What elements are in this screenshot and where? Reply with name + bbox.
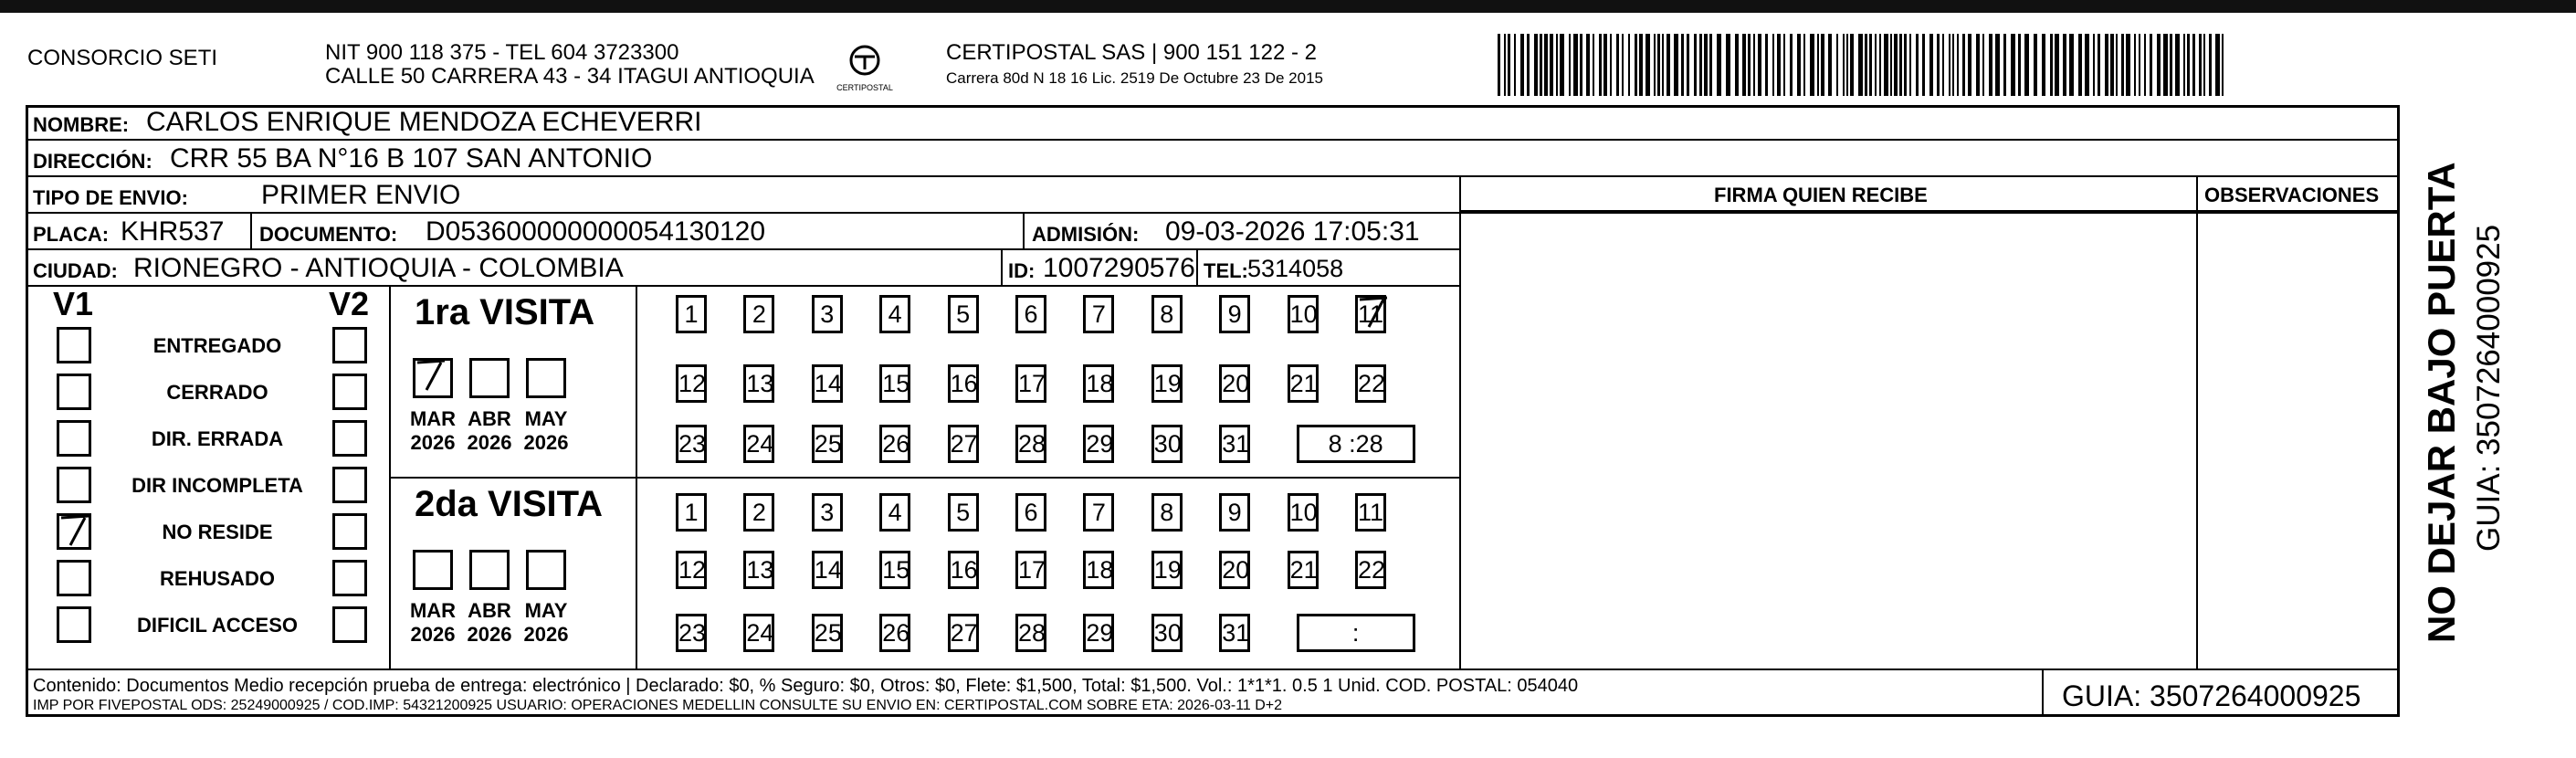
barcode-bar xyxy=(1504,34,1506,96)
barcode-bar xyxy=(2063,34,2066,96)
print-details: IMP POR FIVEPOSTAL ODS: 25249000925 / COD.IMP: 54321200925 USUARIO: OPERACIONES MEDELLIN CONSULTE SU ENVIO EN: CERTIPOSTAL.COM SOBRE ETA: 2026-03-11 D+2 xyxy=(33,698,1283,713)
recipient-address: CRR 55 BA N°16 B 107 SAN ANTONIO xyxy=(170,143,653,174)
barcode-bar xyxy=(2175,34,2180,96)
day-box[interactable]: 30 xyxy=(1151,425,1183,463)
barcode-bar xyxy=(2055,34,2059,96)
barcode-bar xyxy=(1704,34,1708,96)
barcode xyxy=(1498,34,2224,96)
barcode-bar xyxy=(1674,34,1678,96)
barcode-bar xyxy=(2011,34,2015,96)
logo-text: CERTIPOSTAL xyxy=(836,83,893,92)
v1-checkbox[interactable] xyxy=(57,467,91,503)
nit-tel: NIT 900 118 375 - TEL 604 3723300 xyxy=(325,40,679,65)
barcode-bar xyxy=(2163,34,2168,96)
barcode-bar xyxy=(1667,34,1670,96)
day-box[interactable]: 9 xyxy=(1219,493,1250,532)
barcode-bar xyxy=(2203,34,2205,96)
shipment-type: PRIMER ENVIO xyxy=(261,180,461,210)
barcode-bar xyxy=(1540,34,1542,96)
day-box[interactable]: 18 xyxy=(1083,364,1114,403)
day-box[interactable]: 21 xyxy=(1288,364,1319,403)
barcode-bar xyxy=(2222,34,2224,96)
v2-checkbox[interactable] xyxy=(332,374,367,410)
barcode-bar xyxy=(1803,34,1805,96)
day-box[interactable]: 8 xyxy=(1151,295,1183,333)
barcode-bar xyxy=(1654,34,1656,96)
barcode-bar xyxy=(1949,34,1950,96)
barcode-bar xyxy=(1556,34,1558,96)
admision-label: ADMISIÓN: xyxy=(1032,223,1140,246)
barcode-bar xyxy=(2116,34,2118,96)
day-box[interactable]: 17 xyxy=(1015,364,1046,403)
day-box[interactable]: 22 xyxy=(1355,551,1386,589)
ciudad-label: CIUDAD: xyxy=(33,259,118,282)
barcode-bar xyxy=(1916,34,1919,96)
day-box[interactable]: 13 xyxy=(743,551,774,589)
day-box[interactable]: 12 xyxy=(676,551,707,589)
barcode-bar xyxy=(1709,34,1712,96)
barcode-bar xyxy=(1616,34,1619,96)
barcode-bar xyxy=(2170,34,2172,96)
day-box[interactable]: 3 xyxy=(812,493,843,532)
barcode-bar xyxy=(2078,34,2082,96)
no-dejar-warning: NO DEJAR BAJO PUERTA xyxy=(2420,162,2463,643)
v2-checkbox[interactable] xyxy=(332,513,367,550)
month-checkbox[interactable] xyxy=(526,358,566,398)
barcode-bar xyxy=(1922,34,1925,96)
day-box[interactable]: 19 xyxy=(1151,551,1183,589)
day-box[interactable]: 5 xyxy=(948,493,979,532)
barcode-bar xyxy=(1735,34,1739,96)
month-checkbox[interactable] xyxy=(413,358,453,398)
barcode-bar xyxy=(2121,34,2124,96)
day-box[interactable]: 6 xyxy=(1015,493,1046,532)
day-box[interactable]: 25 xyxy=(812,425,843,463)
barcode-bar xyxy=(1573,34,1578,96)
barcode-bar xyxy=(1603,34,1607,96)
barcode-bar xyxy=(1810,34,1814,96)
barcode-bar xyxy=(1828,34,1832,96)
day-box[interactable]: 15 xyxy=(879,364,910,403)
barcode-bar xyxy=(1843,34,1845,96)
barcode-bar xyxy=(1694,34,1697,96)
barcode-bar xyxy=(1894,34,1898,96)
v1-checkbox[interactable] xyxy=(57,420,91,457)
day-box[interactable]: 23 xyxy=(676,614,707,652)
documento-label: DOCUMENTO: xyxy=(259,223,398,246)
barcode-bar xyxy=(1790,34,1793,96)
barcode-bar xyxy=(1957,34,1959,96)
v2-checkbox[interactable] xyxy=(332,560,367,596)
barcode-bar xyxy=(2098,34,2100,96)
barcode-bar xyxy=(2085,34,2089,96)
barcode-bar xyxy=(1783,34,1785,96)
license-info: Carrera 80d N 18 16 Lic. 2519 De Octubre 23 De 2015 xyxy=(946,69,1323,87)
barcode-bar xyxy=(2150,34,2152,96)
reason-no-reside: NO RESIDE xyxy=(162,521,273,543)
v1-checkbox[interactable] xyxy=(57,374,91,410)
barcode-bar xyxy=(1699,34,1702,96)
barcode-bar xyxy=(1765,34,1768,96)
observaciones-header: OBSERVACIONES xyxy=(2204,184,2380,206)
day-box[interactable]: 7 xyxy=(1083,295,1114,333)
day-box[interactable]: 20 xyxy=(1219,364,1250,403)
day-box[interactable]: 4 xyxy=(879,295,910,333)
barcode-bar xyxy=(1508,34,1510,96)
day-box[interactable]: 22 xyxy=(1355,364,1386,403)
barcode-bar xyxy=(2215,34,2220,96)
barcode-bar xyxy=(2134,34,2136,96)
barcode-bar xyxy=(1989,34,1992,96)
barcode-bar xyxy=(1753,34,1755,96)
barcode-bar xyxy=(1687,34,1689,96)
day-box[interactable]: 19 xyxy=(1151,364,1183,403)
v1-header: V1 xyxy=(53,285,94,322)
plate-number: KHR537 xyxy=(121,216,225,247)
reason-cerrado: CERRADO xyxy=(166,381,268,404)
month-checkbox[interactable] xyxy=(413,550,453,590)
day-box[interactable]: 2 xyxy=(743,493,774,532)
day-box[interactable]: 11 xyxy=(1355,295,1386,333)
barcode-bar xyxy=(1645,34,1650,96)
barcode-bar xyxy=(2018,34,2021,96)
day-box[interactable]: 6 xyxy=(1015,295,1046,333)
month-checkbox[interactable] xyxy=(469,550,510,590)
barcode-bar xyxy=(1962,34,1965,96)
barcode-bar xyxy=(1622,34,1624,96)
company-name: CONSORCIO SETI xyxy=(27,46,218,70)
day-box[interactable]: 17 xyxy=(1015,551,1046,589)
barcode-bar xyxy=(2144,34,2146,96)
day-box[interactable]: 10 xyxy=(1288,295,1319,333)
day-box[interactable]: 27 xyxy=(948,425,979,463)
barcode-bar xyxy=(1976,34,1980,96)
barcode-bar xyxy=(1599,34,1602,96)
recipient-id: 1007290576 xyxy=(1043,253,1195,283)
month-checkbox[interactable] xyxy=(526,550,566,590)
day-box[interactable]: 1 xyxy=(676,493,707,532)
day-box[interactable]: 26 xyxy=(879,614,910,652)
time-box[interactable]: : xyxy=(1297,614,1415,652)
barcode-bar xyxy=(1968,34,1971,96)
barcode-bar xyxy=(1777,34,1781,96)
barcode-bar xyxy=(1534,34,1538,96)
barcode-bar xyxy=(2042,34,2045,96)
barcode-bar xyxy=(2105,34,2108,96)
side-guia: GUIA: 3507264000925 xyxy=(2471,224,2507,552)
barcode-bar xyxy=(2050,34,2053,96)
day-box[interactable]: 30 xyxy=(1151,614,1183,652)
barcode-bar xyxy=(1569,34,1571,96)
month-label: MAY 2026 xyxy=(523,599,569,646)
barcode-bar xyxy=(1865,34,1867,96)
barcode-bar xyxy=(1942,34,1944,96)
barcode-bar xyxy=(1884,34,1888,96)
barcode-bar xyxy=(1586,34,1590,96)
barcode-bar xyxy=(1817,34,1819,96)
day-box[interactable]: 29 xyxy=(1083,614,1114,652)
certipostal-info: CERTIPOSTAL SAS | 900 151 122 - 2 xyxy=(946,40,1317,65)
barcode-bar xyxy=(2157,34,2161,96)
day-box[interactable]: 10 xyxy=(1288,493,1319,532)
month-checkbox[interactable] xyxy=(469,358,510,398)
v1-checkbox[interactable] xyxy=(57,606,91,643)
barcode-bar xyxy=(1628,34,1630,96)
barcode-bar xyxy=(1748,34,1751,96)
reason-dificil-acceso: DIFICIL ACCESO xyxy=(136,614,298,637)
day-box[interactable]: 12 xyxy=(676,364,707,403)
day-box[interactable]: 4 xyxy=(879,493,910,532)
top-border xyxy=(0,0,2576,13)
barcode-bar xyxy=(1821,34,1824,96)
day-box[interactable]: 20 xyxy=(1219,551,1250,589)
day-box[interactable]: 1 xyxy=(676,295,707,333)
reason-dir-errada: DIR. ERRADA xyxy=(151,427,284,450)
barcode-bar xyxy=(2209,34,2212,96)
day-box[interactable]: 14 xyxy=(812,551,843,589)
barcode-bar xyxy=(1937,34,1940,96)
month-label: ABR 2026 xyxy=(467,407,512,454)
recipient-name: CARLOS ENRIQUE MENDOZA ECHEVERRI xyxy=(146,107,702,137)
nombre-label: NOMBRE: xyxy=(33,113,130,136)
day-box[interactable]: 8 xyxy=(1151,493,1183,532)
tipo-label: TIPO DE ENVIO: xyxy=(33,186,188,209)
v2-checkbox[interactable] xyxy=(332,420,367,457)
v1-checkbox[interactable] xyxy=(57,513,91,550)
barcode-bar xyxy=(1560,34,1564,96)
day-box[interactable]: 29 xyxy=(1083,425,1114,463)
month-label: MAY 2026 xyxy=(523,407,569,454)
visit2-title: 2da VISITA xyxy=(415,484,603,524)
barcode-bar xyxy=(1879,34,1881,96)
barcode-bar xyxy=(1717,34,1721,96)
barcode-bar xyxy=(1875,34,1877,96)
barcode-bar xyxy=(1758,34,1761,96)
admission-datetime: 09-03-2026 17:05:31 xyxy=(1165,216,1420,247)
day-box[interactable]: 28 xyxy=(1015,614,1046,652)
barcode-bar xyxy=(1726,34,1730,96)
day-box[interactable]: 9 xyxy=(1219,295,1250,333)
barcode-bar xyxy=(2187,34,2190,96)
barcode-bar xyxy=(1772,34,1774,96)
barcode-bar xyxy=(1514,34,1516,96)
day-box[interactable]: 16 xyxy=(948,364,979,403)
day-box[interactable]: 26 xyxy=(879,425,910,463)
day-box[interactable]: 2 xyxy=(743,295,774,333)
barcode-bar xyxy=(2110,34,2114,96)
visit1-title: 1ra VISITA xyxy=(415,292,595,332)
barcode-bar xyxy=(1681,34,1684,96)
day-box[interactable]: 16 xyxy=(948,551,979,589)
placa-label: PLACA: xyxy=(33,223,110,246)
contents-details: Contenido: Documentos Medio recepción prueba de entrega: electrónico | Declarado: $0, % Seguro: $0, Otros: $0, Flete: $1,500, Total: $1,500. Vol.: 1*1*1. 0.5 1 Unid. COD. POSTAL: 054040 xyxy=(33,676,1579,696)
barcode-bar xyxy=(2024,34,2029,96)
day-box[interactable]: 25 xyxy=(812,614,843,652)
firma-header: FIRMA QUIEN RECIBE xyxy=(1714,184,1928,206)
barcode-bar xyxy=(1929,34,1933,96)
barcode-bar xyxy=(2192,34,2195,96)
barcode-bar xyxy=(1869,34,1872,96)
reason-dir-incompleta: DIR INCOMPLETA xyxy=(131,474,303,497)
barcode-bar xyxy=(1982,34,1984,96)
month-label: MAR 2026 xyxy=(409,599,457,646)
barcode-bar xyxy=(2069,34,2074,96)
barcode-bar xyxy=(1890,34,1892,96)
barcode-bar xyxy=(1836,34,1838,96)
barcode-bar xyxy=(2139,34,2140,96)
barcode-bar xyxy=(1952,34,1954,96)
time-box[interactable]: 8 :28 xyxy=(1297,425,1415,463)
day-box[interactable]: 7 xyxy=(1083,493,1114,532)
barcode-bar xyxy=(1995,34,2000,96)
barcode-bar xyxy=(1580,34,1582,96)
barcode-bar xyxy=(1498,34,1500,96)
barcode-bar xyxy=(1657,34,1660,96)
barcode-bar xyxy=(1544,34,1548,96)
tel-label: TEL: xyxy=(1204,259,1248,282)
barcode-bar xyxy=(2126,34,2130,96)
direccion-label: DIRECCIÓN: xyxy=(33,150,152,173)
barcode-bar xyxy=(2034,34,2037,96)
barcode-bar xyxy=(1909,34,1911,96)
document-number: D053600000000054130120 xyxy=(426,216,766,247)
v2-header: V2 xyxy=(329,285,370,322)
barcode-bar xyxy=(1742,34,1746,96)
v2-checkbox[interactable] xyxy=(332,327,367,363)
day-box[interactable]: 23 xyxy=(676,425,707,463)
barcode-bar xyxy=(2093,34,2095,96)
day-box[interactable]: 11 xyxy=(1355,493,1386,532)
v2-checkbox[interactable] xyxy=(332,606,367,643)
day-box[interactable]: 5 xyxy=(948,295,979,333)
day-box[interactable]: 24 xyxy=(743,425,774,463)
recipient-phone: 5314058 xyxy=(1247,255,1344,282)
day-box[interactable]: 28 xyxy=(1015,425,1046,463)
barcode-bar xyxy=(1899,34,1902,96)
day-box[interactable]: 31 xyxy=(1219,425,1250,463)
month-label: ABR 2026 xyxy=(467,599,512,646)
barcode-bar xyxy=(1850,34,1854,96)
v1-checkbox[interactable] xyxy=(57,327,91,363)
id-label: ID: xyxy=(1008,259,1036,282)
company-address: CALLE 50 CARRERA 43 - 34 ITAGUI ANTIOQUIA xyxy=(325,64,815,89)
barcode-bar xyxy=(1635,34,1637,96)
v2-checkbox[interactable] xyxy=(332,467,367,503)
day-box[interactable]: 27 xyxy=(948,614,979,652)
day-box[interactable]: 13 xyxy=(743,364,774,403)
barcode-bar xyxy=(1662,34,1664,96)
footer-guia: GUIA: 3507264000925 xyxy=(2062,679,2361,712)
day-box[interactable]: 15 xyxy=(879,551,910,589)
barcode-bar xyxy=(2183,34,2185,96)
day-box[interactable]: 18 xyxy=(1083,551,1114,589)
day-box[interactable]: 24 xyxy=(743,614,774,652)
day-box[interactable]: 14 xyxy=(812,364,843,403)
barcode-bar xyxy=(1550,34,1553,96)
day-box[interactable]: 21 xyxy=(1288,551,1319,589)
barcode-bar xyxy=(1520,34,1524,96)
barcode-bar xyxy=(1593,34,1594,96)
barcode-bar xyxy=(2003,34,2006,96)
certipostal-logo xyxy=(833,40,897,95)
barcode-bar xyxy=(1639,34,1643,96)
barcode-bar xyxy=(1610,34,1612,96)
barcode-bar xyxy=(1527,34,1530,96)
recipient-city: RIONEGRO - ANTIOQUIA - COLOMBIA xyxy=(133,253,624,283)
day-box[interactable]: 31 xyxy=(1219,614,1250,652)
v1-checkbox[interactable] xyxy=(57,560,91,596)
day-box[interactable]: 3 xyxy=(812,295,843,333)
barcode-bar xyxy=(1858,34,1863,96)
month-label: MAR 2026 xyxy=(409,407,457,454)
barcode-bar xyxy=(1846,34,1848,96)
barcode-bar xyxy=(1797,34,1801,96)
barcode-bar xyxy=(1904,34,1907,96)
reason-entregado: ENTREGADO xyxy=(152,334,282,357)
barcode-bar xyxy=(2199,34,2202,96)
reason-rehusado: REHUSADO xyxy=(160,567,275,590)
